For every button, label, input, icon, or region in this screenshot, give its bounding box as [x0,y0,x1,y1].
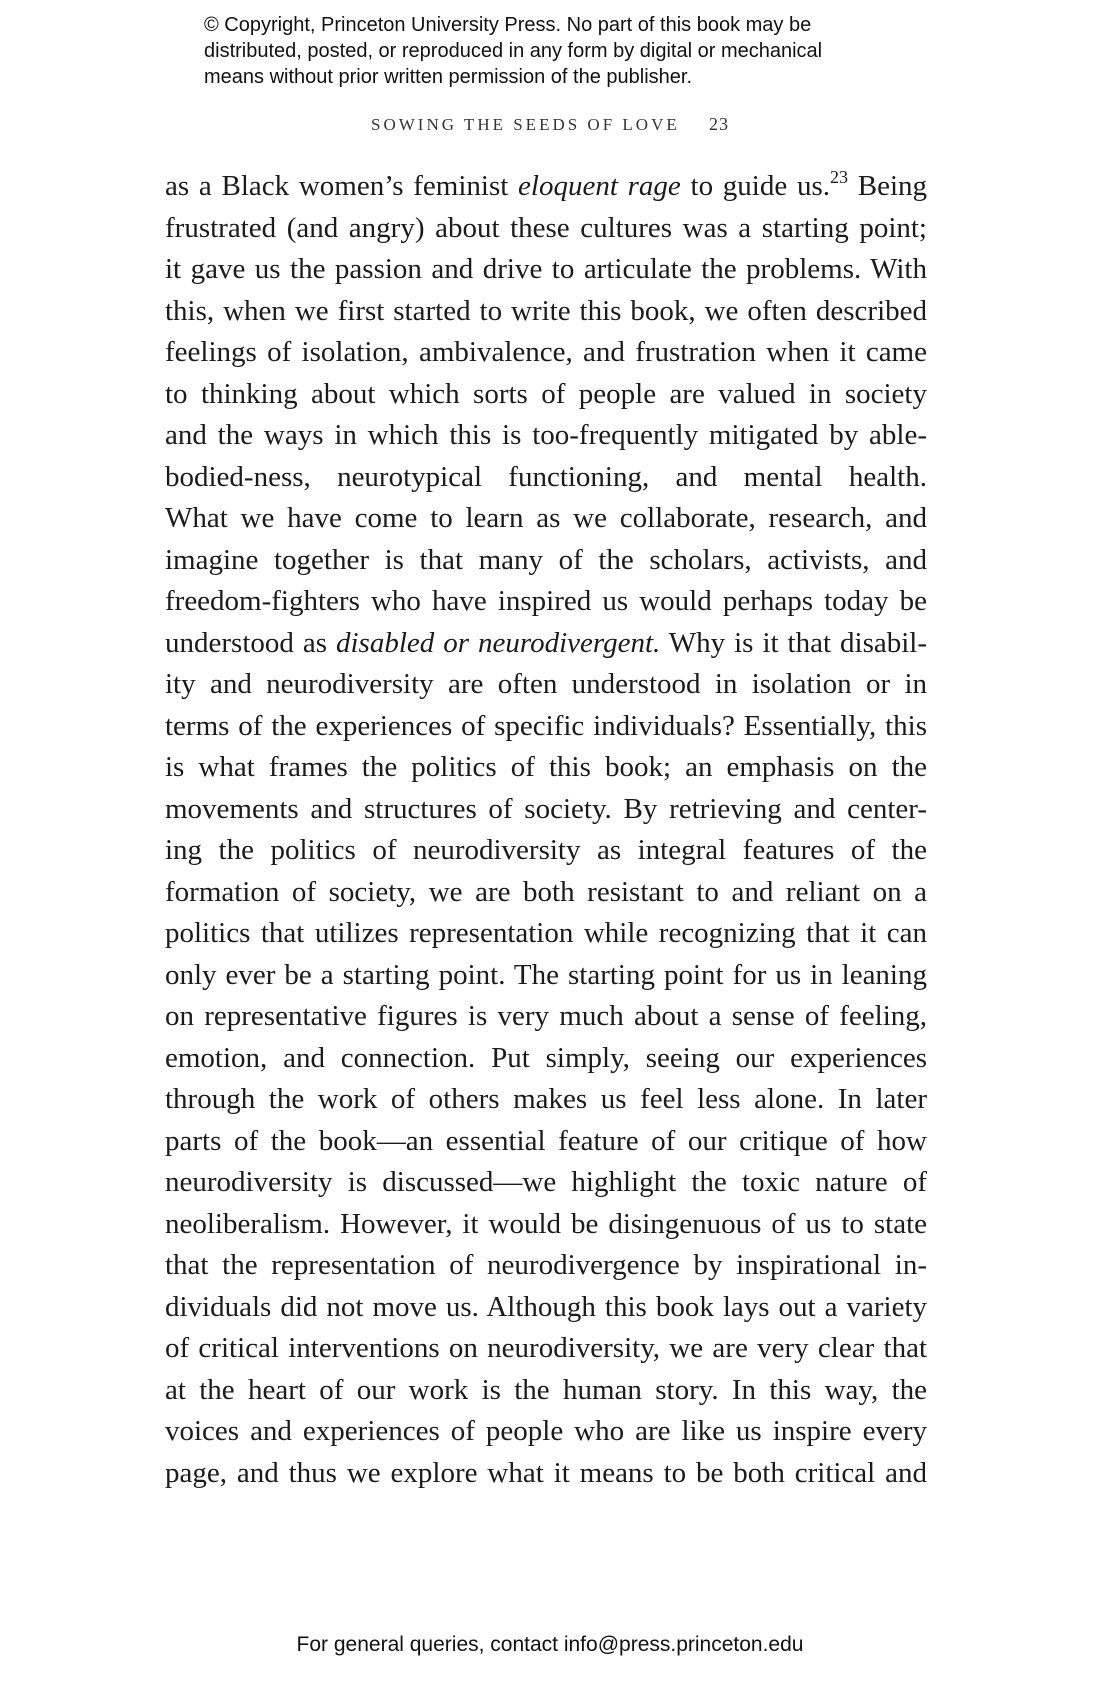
text-line [165,623,927,665]
text-line: at the heart of our work is the human story. In this way, the [165,1373,927,1406]
text-line: bodied-ness, neurotypical functioning, and mental health. [165,460,927,493]
text-run: Why is it that disabil- [660,626,927,659]
copyright-notice [204,12,964,90]
text-line: dividuals did not move us. Although this book lays out a variety [165,1290,927,1323]
text-line: page, and thus we explore what it means to be both critical and [165,1456,927,1489]
copyright-line: distributed, posted, or reproduced in any form by digital or mechanical [204,40,823,62]
text-line: ing the politics of neurodiversity as integral features of the [165,834,927,866]
text-line: movements and structures of society. By retrieving and center- [165,792,927,825]
text-line [165,166,927,208]
text-line: it gave us the passion and drive to articulate the problems. With [165,253,927,285]
text-line: freedom-fighters who have inspired us would perhaps today be [165,585,927,617]
body-text [165,166,927,1494]
footnote-ref: 23 [830,167,848,187]
text-line: formation of society, we are both resistant to and reliant on a [165,875,927,908]
text-line: imagine together is that many of the scholars, activists, and [165,543,927,576]
text-run: understood as [165,626,336,659]
text-line: on representative figures is very much about a sense of feeling, [165,1000,927,1032]
text-line: frustrated (and angry) about these cultures was a starting point; [165,211,927,244]
text-line: through the work of others makes us feel less alone. In later [165,1083,927,1115]
text-line: emotion, and connection. Put simply, seeing our experiences [165,1041,927,1074]
text-line: this, when we first started to write this book, we often described [165,294,927,327]
italic-phrase: disabled or neurodivergent. [336,626,661,659]
page-number: 23 [709,114,729,134]
text-line: feelings of isolation, ambivalence, and frustration when it came [165,336,927,368]
text-line: of critical interventions on neurodiversity, we are very clear that [165,1332,927,1364]
text-line: What we have come to learn as we collaborate, research, and [165,502,927,534]
copyright-line: © Copyright, Princeton University Press. No part of this book may be [204,14,812,36]
text-line: only ever be a starting point. The starting point for us in leaning [165,958,927,991]
text-line: politics that utilizes representation while recognizing that it can [165,917,927,949]
text-run: to guide us. [680,170,830,202]
text-line: is what frames the politics of this book; an emphasis on the [165,751,927,783]
text-line: that the representation of neurodivergence by inspirational in- [165,1249,927,1281]
text-line: parts of the book—an essential feature of our critique of how [165,1124,927,1157]
running-head [0,114,1100,135]
copyright-line: means without prior written permission of the publisher. [204,66,693,88]
footer-contact: For general queries, contact info@press.princeton.edu [296,1633,804,1656]
text-line: to thinking about which sorts of people are valued in society [165,377,927,410]
text-line: terms of the experiences of specific individuals? Essentially, this [165,709,927,742]
text-line: and the ways in which this is too-frequently mitigated by able- [165,419,927,451]
text-line: neurodiversity is discussed—we highlight the toxic nature of [165,1166,927,1198]
text-run: as a Black women’s feminist [165,170,519,202]
text-line: neoliberalism. However, it would be disingenuous of us to state [165,1207,927,1240]
italic-phrase: eloquent rage [518,170,681,202]
text-line: ity and neurodiversity are often understood in isolation or in [165,668,927,700]
text-line: voices and experiences of people who are like us inspire every [165,1415,927,1447]
running-head-title: SOWING THE SEEDS OF LOVE [371,115,680,134]
text-run: Being [848,170,927,202]
